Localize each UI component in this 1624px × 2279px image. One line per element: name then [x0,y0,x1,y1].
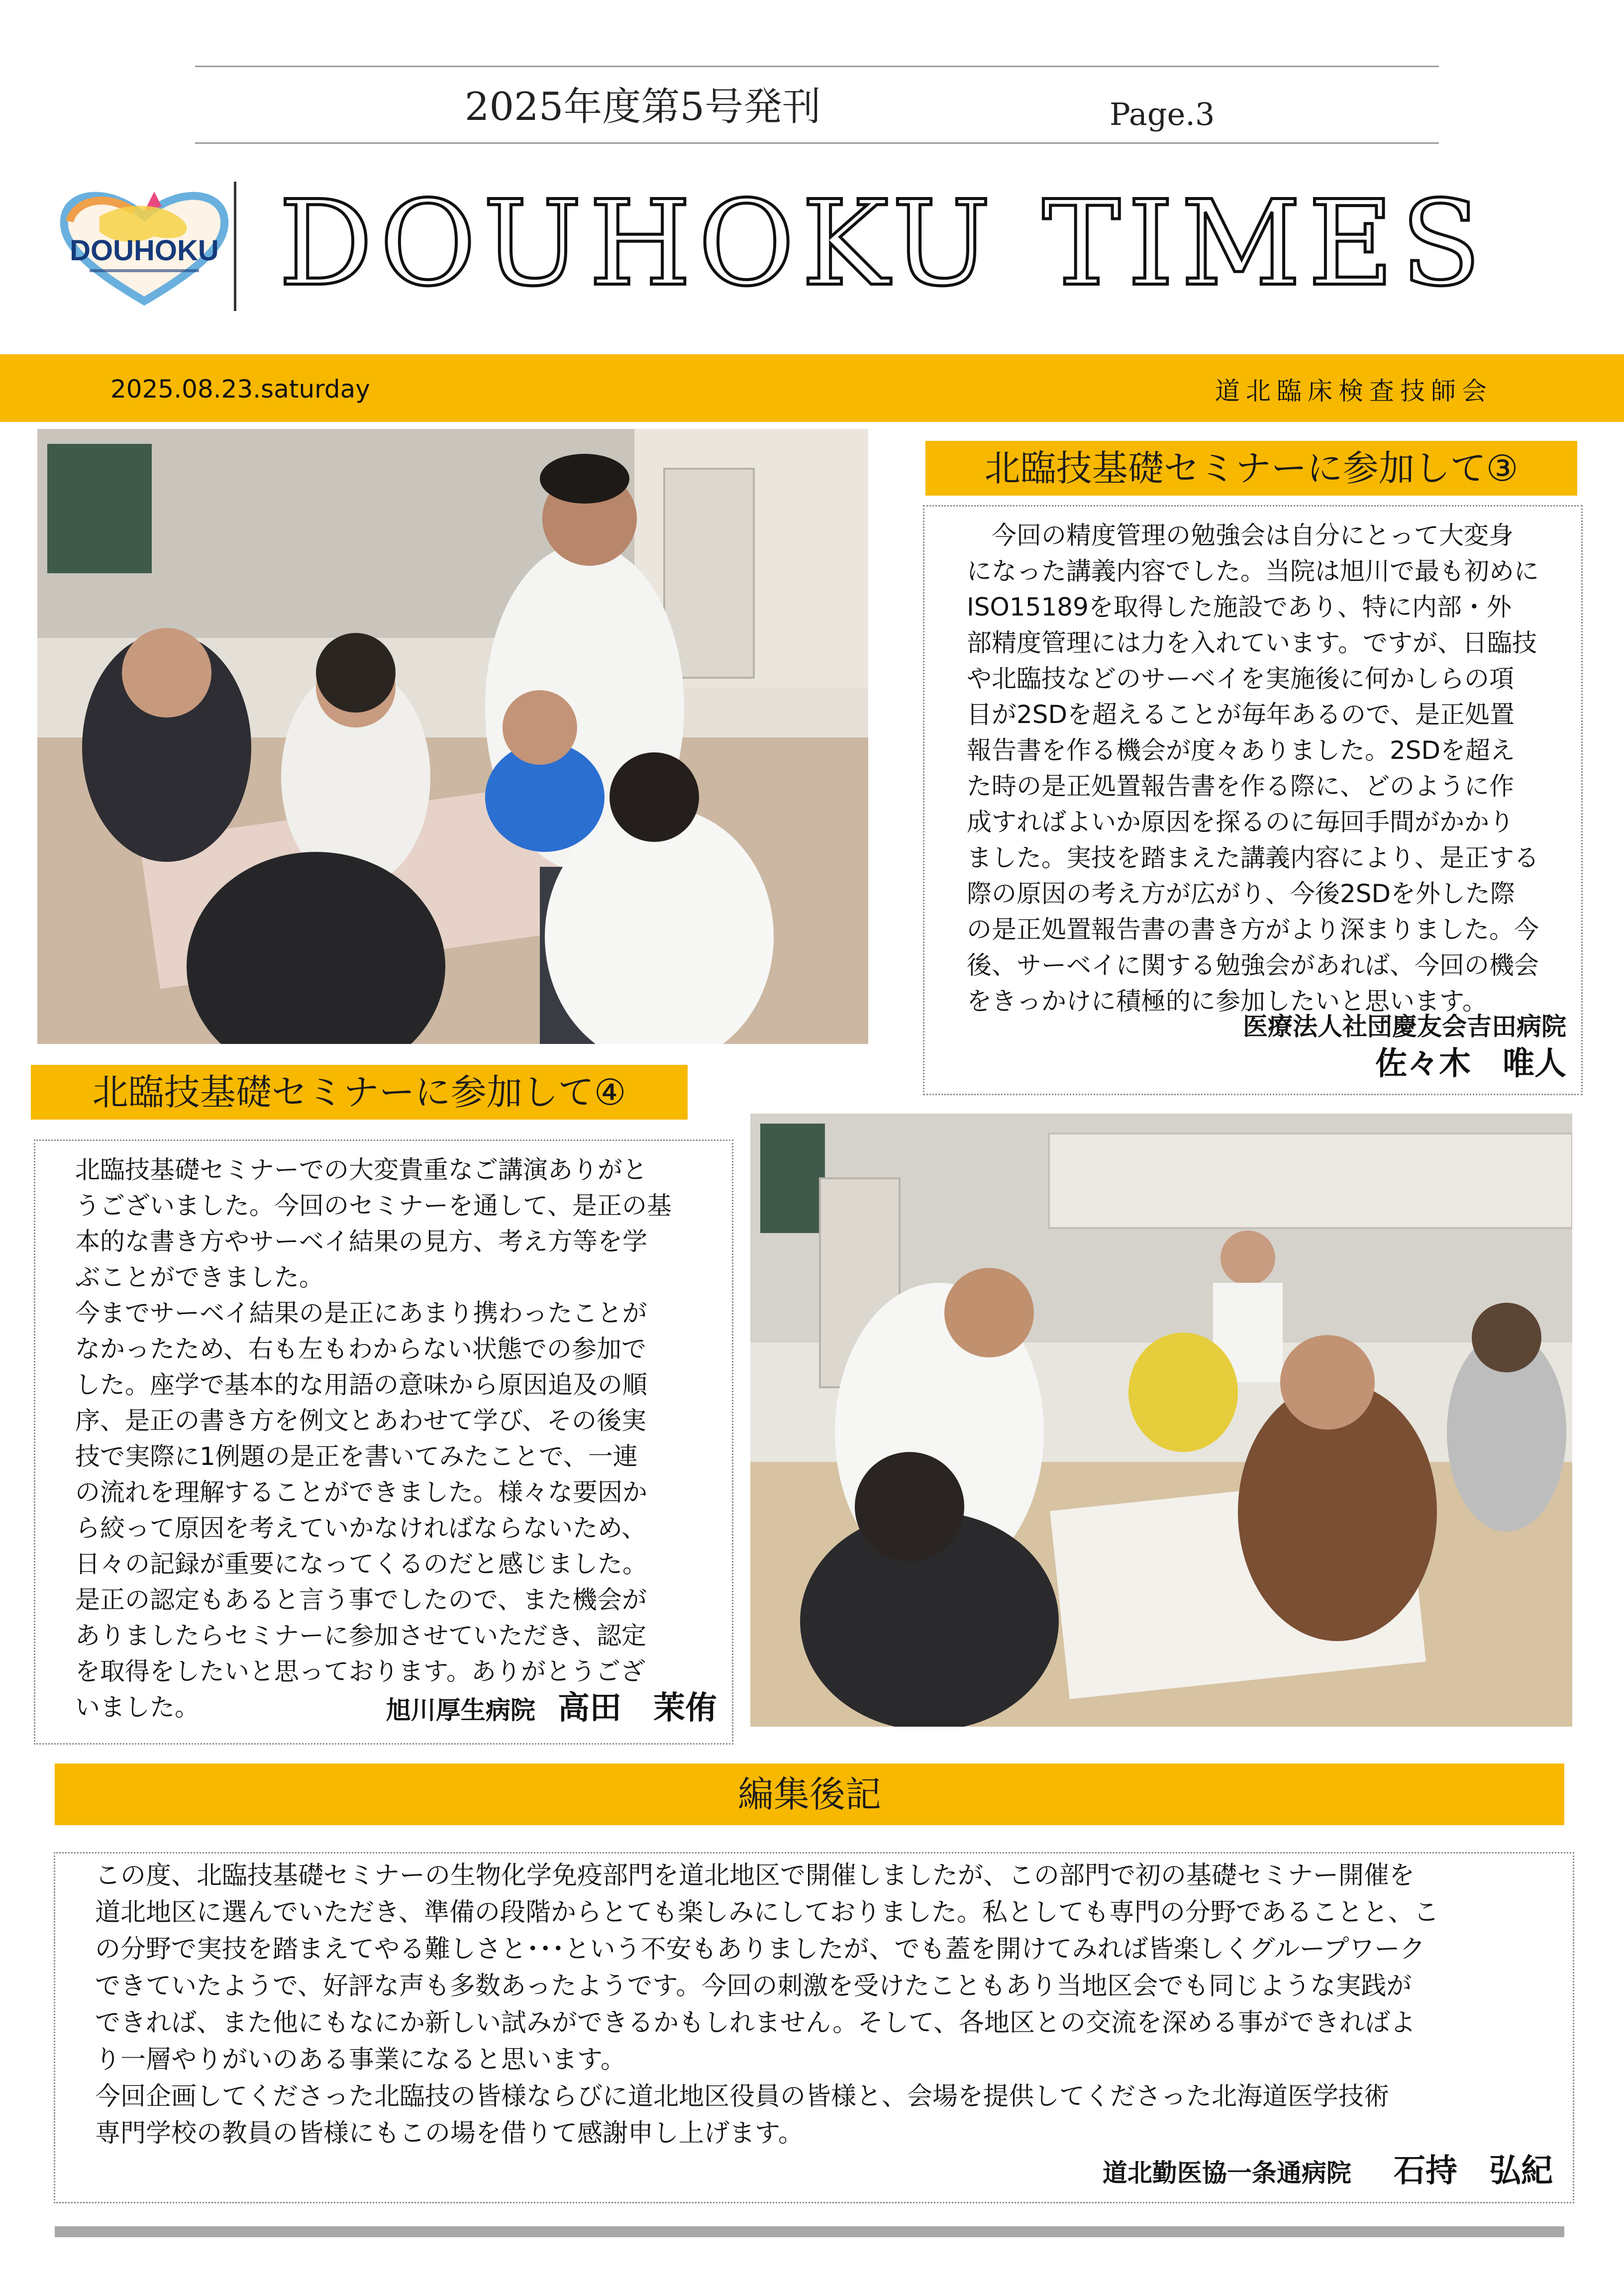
svg-text:DOUHOKU: DOUHOKU [70,234,219,267]
afterword-line: り一層やりがいのある事業になると思います。 [95,2045,626,2074]
article-3-line: をきっかけに積極的に参加したいと思います。 [967,987,1487,1016]
article-3-line: 部精度管理には力を入れています。ですが、日臨技 [967,628,1537,657]
header-rule [195,142,1439,144]
footer-rule [55,2226,1564,2237]
article-4-line: 本的な書き方やサーベイ結果の見方、考え方等を学 [75,1227,647,1256]
article-4-body [75,1152,722,1725]
article-4-line: 今までサーベイ結果の是正にあまり携わったことが [75,1299,647,1328]
article-4-author-name: 高田 茉侑 [558,1690,717,1727]
article-3-line: た時の是正処置報告書を作る際に、どのように作 [967,772,1514,801]
article-4-line: の流れを理解することができました。様々な要因か [75,1478,647,1507]
afterword-line: できれば、また他にもなにか新しい試みができるかもしれません。そして、各地区との交流を深める事ができればよ [95,2008,1416,2038]
afterword-line: できていたようで、好評な声も多数あったようです。今回の刺激を受けたこともあり当地区会でも同じような実践が [95,1971,1412,2001]
article-4-line: 序、是正の書き方を例文とあわせて学び、その後実 [75,1406,646,1435]
afterword-body [95,1858,1563,2152]
article-4-signature [185,1688,717,1728]
afterword-line: 今回企画してくださった北臨技の皆様ならびに道北地区役員の皆様と、会場を提供してくださった北海道医学技術 [95,2082,1390,2111]
afterword-author-name: 石持 弘紀 [1394,2153,1553,2189]
article-4-line: いました。 [75,1693,200,1722]
article-3-line: や北臨技などのサーベイを実施後に何かしらの項 [967,664,1514,693]
afterword-line: 専門学校の教員の皆様にもこの場を借りて感謝申し上げます。 [95,2119,804,2148]
masthead-title: DOUHOKU TIMES [279,175,1488,312]
article-4-line: 日々の記録が重要になってくるのだと感じました。 [75,1550,647,1578]
afterword-author-org: 道北勤医協一条通病院 [1102,2159,1351,2187]
afterword-line: の分野で実技を踏まえてやる難しさと･･･という不安もありましたが、でも蓋を開けてみれば皆楽しくグループワーク [95,1935,1425,1964]
article-4-line: 技で実際に1例題の是正を書いてみたことで、一連 [75,1442,638,1471]
afterword-line: この度、北臨技基礎セミナーの生物化学免疫部門を道北地区で開催しましたが、この部門で初の基礎セミナー開催を [95,1861,1415,1890]
article-3-title: 北臨技基礎セミナーに参加して③ [925,441,1577,496]
issue-date: 2025.08.23.saturday [110,375,370,404]
article-4-line: ら絞って原因を考えていかなければならないため、 [75,1514,646,1543]
article-3-line: 際の原因の考え方が広がり、今後2SDを外した際 [967,879,1516,908]
article-3-line: の是正処置報告書の書き方がより深まりました。今 [967,915,1539,944]
article-3-line: になった講義内容でした。当院は旭川で最も初めに [967,557,1539,586]
article-4-line: を取得をしたいと思っております。ありがとうござ [75,1657,645,1686]
article-3-line: 目が2SDを超えることが毎年あるので、是正処置 [967,700,1515,729]
article-3-line: ISO15189を取得した施設であり、特に内部・外 [967,593,1512,622]
issue-label: 2025年度第5号発刊 [464,85,821,129]
article-3-author-org: 医療法人社団慶友会吉田病院 [1243,1012,1566,1041]
article-3-line: 今回の精度管理の勉強会は自分にとって大変身 [967,521,1514,550]
afterword-box [54,1852,1574,2203]
article-3-line: 成すればよいか原因を探るのに毎回手間がかかり [967,808,1514,836]
article-4-title: 北臨技基礎セミナーに参加して④ [31,1065,688,1120]
article-3-line: 後、サーベイに関する勉強会があれば、今回の機会 [967,951,1539,980]
article-4-box [34,1140,733,1745]
article-3-box [923,505,1583,1095]
article-4-line: ぶことができました。 [75,1263,324,1292]
afterword-title: 編集後記 [55,1763,1564,1825]
article-3-line: 報告書を作る機会が度々ありました。2SDを超え [967,736,1516,765]
article-3-author-name: 佐々木 唯人 [1375,1045,1566,1082]
article-4-author-org: 旭川厚生病院 [386,1696,535,1725]
article-4-line: した。座学で基本的な用語の意味から原因追及の順 [75,1370,647,1399]
article-3-line: ました。実技を踏まえた講義内容により、是正する [967,843,1539,872]
article-4-line: ありましたらセミナーに参加させていただき、認定 [75,1621,646,1650]
association-logo [55,182,236,311]
top-rule [195,66,1439,67]
article-4-line: 北臨技基礎セミナーでの大変貴重なご講演ありがと [75,1155,647,1184]
seminar-photo-2 [750,1114,1572,1727]
afterword-signature [553,2151,1553,2191]
seminar-photo-1 [37,429,868,1044]
article-4-line: 是正の認定もあると言う事でしたので、また機会が [75,1585,647,1614]
afterword-line: 道北地区に選んでいただき、準備の段階からとても楽しみにしておりました。私としても専門の分野であることと、こ [95,1898,1439,1927]
article-4-line: なかったため、右も左もわからない状態での参加で [75,1335,646,1363]
article-3-body [967,518,1564,1019]
article-4-line: うございました。今回のセミナーを通して、是正の基 [75,1191,672,1220]
page-number: Page.3 [1110,96,1215,132]
organization-name: 道北臨床検査技師会 [1215,377,1493,406]
